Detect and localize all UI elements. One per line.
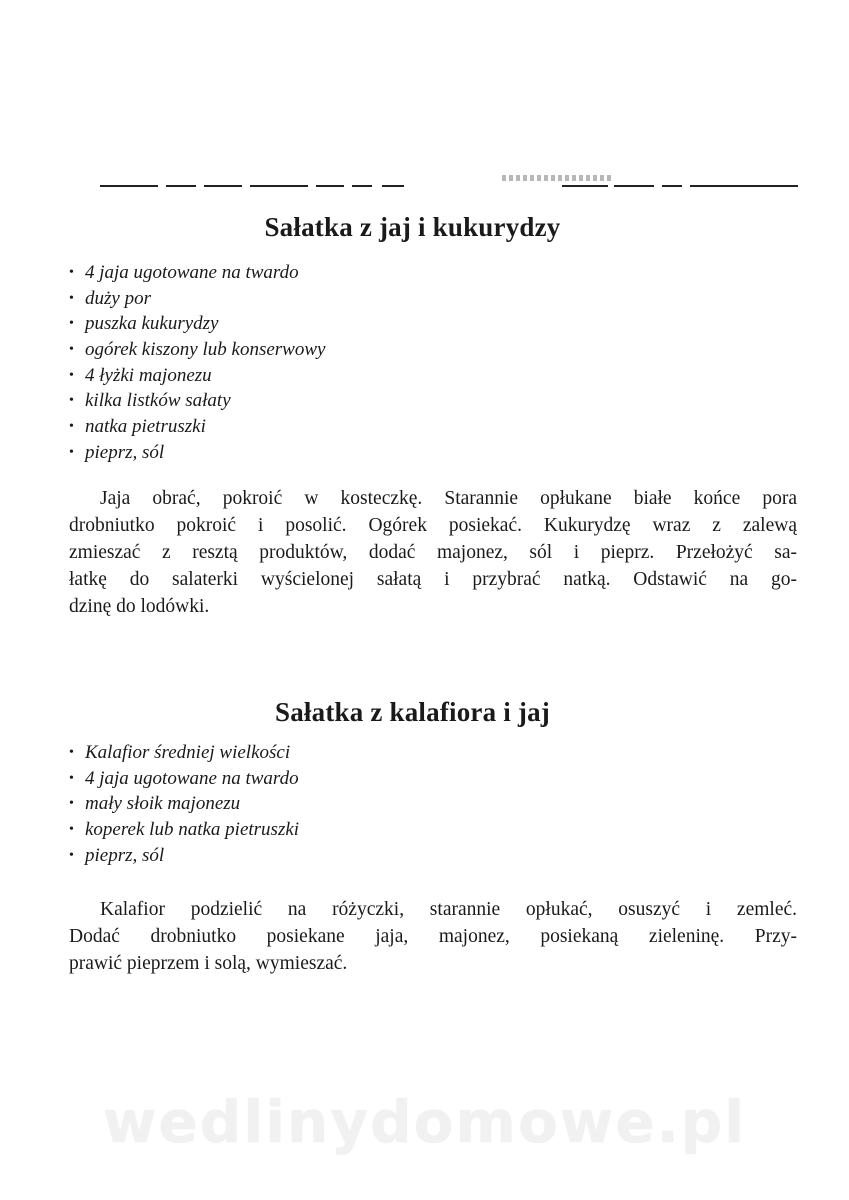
bullet-icon: • <box>69 342 74 358</box>
bullet-icon: • <box>69 393 74 409</box>
ingredient-item: • ogórek kiszony lub konserwowy <box>69 337 325 363</box>
ingredient-item: • pieprz, sól <box>69 440 325 466</box>
bullet-icon: • <box>69 745 74 760</box>
running-head <box>502 175 614 181</box>
bullet-icon: • <box>69 444 74 460</box>
recipe-instructions <box>69 485 797 620</box>
ingredient-list <box>69 740 299 868</box>
ingredient-list <box>69 260 325 466</box>
instruction-line: drobniutko pokroić i posolić. Ogórek posiekać. Kukurydzę wraz z zalewą <box>69 515 797 536</box>
recipe-instructions <box>69 896 797 977</box>
bullet-icon: • <box>69 419 74 435</box>
bullet-icon: • <box>69 847 74 863</box>
ingredient-item: • kilka listków sałaty <box>69 388 325 414</box>
bullet-icon: • <box>69 265 74 280</box>
instruction-line: łatkę do salaterki wyścielonej sałatą i przybrać natką. Odstawić na go- <box>69 569 797 590</box>
bullet-icon: • <box>69 316 74 332</box>
ingredient-item: • 4 jaja ugotowane na twardo <box>69 766 299 792</box>
ingredient-item: • 4 łyżki majonezu <box>69 363 325 389</box>
bullet-icon: • <box>69 796 74 812</box>
bullet-icon: • <box>69 770 74 786</box>
ingredient-item: • natka pietruszki <box>69 414 325 440</box>
ingredient-item: • duży por <box>69 286 325 312</box>
instruction-line: Dodać drobniutko posiekane jaja, majonez, posiekaną zieleninę. Przy- <box>69 926 797 947</box>
instruction-line: Jaja obrać, pokroić w kosteczkę. Starannie opłukane białe końce pora <box>100 488 797 509</box>
instruction-line: prawić pieprzem i solą, wymieszać. <box>69 953 348 974</box>
instruction-line: zmieszać z resztą produktów, dodać majonez, sól i pieprz. Przełożyć sa- <box>69 542 797 563</box>
recipe-title: Sałatka z kalafiora i jaj <box>275 697 550 727</box>
ingredient-item: • 4 jaja ugotowane na twardo <box>69 260 325 286</box>
bullet-icon: • <box>69 822 74 838</box>
instruction-line: dzinę do lodówki. <box>69 596 210 617</box>
running-header-rule <box>100 175 800 189</box>
ingredient-item: • Kalafior średniej wielkości <box>69 740 299 766</box>
ingredient-item: • koperek lub natka pietruszki <box>69 817 299 843</box>
instruction-line: Kalafior podzielić na różyczki, starannie opłukać, osuszyć i zemleć. <box>100 899 797 920</box>
bullet-icon: • <box>69 367 74 383</box>
watermark: wedlinydomowe.pl <box>102 1088 747 1156</box>
ingredient-item: • puszka kukurydzy <box>69 311 325 337</box>
bullet-icon: • <box>69 290 74 306</box>
recipe-title: Sałatka z jaj i kukurydzy <box>264 212 561 242</box>
ingredient-item: • mały słoik majonezu <box>69 791 299 817</box>
ingredient-item: • pieprz, sól <box>69 843 299 869</box>
